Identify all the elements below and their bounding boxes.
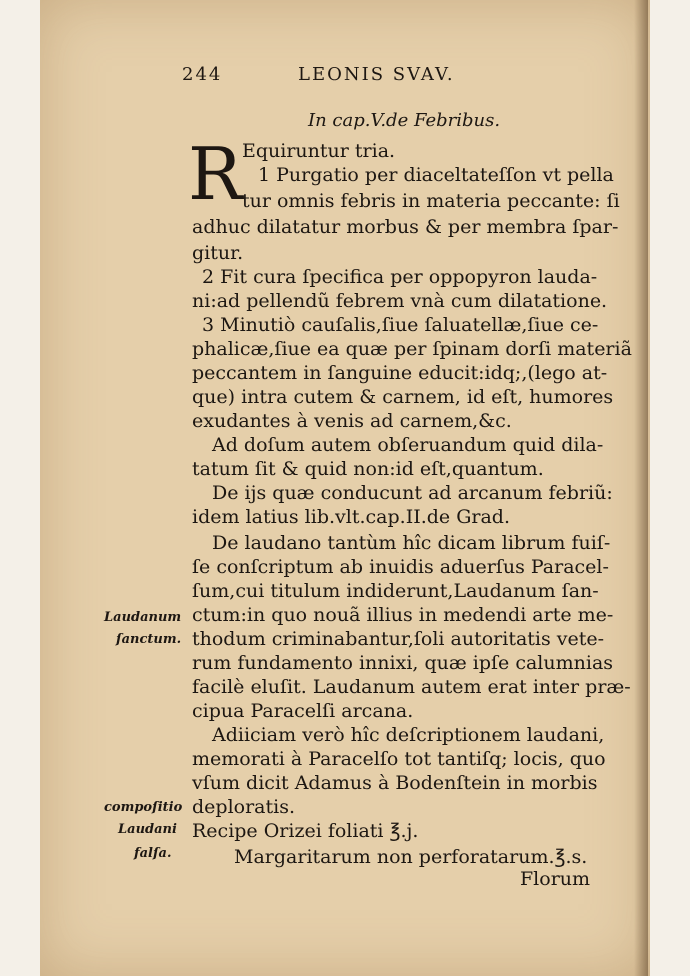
text-line-19: ſum,cui titulum indiderunt,Laudanum ſan- (192, 580, 599, 602)
text-line-4: adhuc dilatatur morbus & per membra ſpar- (192, 216, 619, 238)
text-line-18: ſe conſcriptum ab inuidis aduerſus Paracel- (192, 556, 609, 578)
text-line-6: 2 Fit cura ſpecifica per oppopyron lauda- (202, 266, 598, 288)
text-line-8: 3 Minutiò cauſalis,ſiue ſaluatellæ,ſiue ce- (202, 314, 599, 336)
page-gutter-shadow (634, 0, 648, 976)
drop-cap: R (188, 132, 243, 216)
recipe-line: Recipe Orizei foliati ℥.j. (192, 820, 419, 842)
text-line-10: peccantem in ſanguine educit:idq;,(lego at- (192, 362, 608, 384)
margin-note-falsa: falſa. (134, 846, 172, 861)
text-line-2: 1 Purgatio per diaceltateſſon vt pella (258, 164, 614, 186)
text-line-11: que) intra cutem & carnem, id eſt, humores (192, 386, 614, 408)
text-line-3: tur omnis febris in materia peccante: ſi (242, 190, 620, 212)
running-title: LEONIS SVAV. (298, 64, 455, 85)
text-line-23: facilè eluſit. Laudanum autem erat inter præ- (192, 676, 631, 698)
text-line-16: idem latius lib.vlt.cap.II.de Grad. (192, 506, 510, 528)
catchword: Florum (520, 868, 591, 890)
text-line-24: cipua Paracelſi arcana. (192, 700, 414, 722)
text-line-1: Equiruntur tria. (242, 140, 396, 162)
text-line-21: thodum criminabantur,ſoli autoritatis vete- (192, 628, 605, 650)
margin-note-laudani: Laudani (118, 822, 177, 837)
text-line-20: ctum:in quo nouã illius in medendi arte me- (192, 604, 614, 626)
text-line-5: gitur. (192, 242, 244, 264)
text-line-7: ni:ad pellendũ febrem vnà cum dilatatione. (192, 290, 608, 312)
margin-note-laudanum: Laudanum (104, 610, 182, 625)
text-line-15: De ijs quæ conducunt ad arcanum febriũ: (212, 482, 613, 504)
margin-note-sanctum: ſanctum. (116, 632, 182, 647)
margin-note-compositio: compoſitio (104, 800, 183, 815)
page-number: 244 (182, 64, 223, 85)
text-line-28: deploratis. (192, 796, 295, 818)
text-line-13: Ad doſum autem obſeruandum quid dila- (212, 434, 604, 456)
text-line-27: vſum dicit Adamus à Bodenſtein in morbis (192, 772, 598, 794)
text-line-17: De laudano tantùm hîc dicam librum fuiſ- (212, 532, 611, 554)
section-title: In cap.V.de Febribus. (308, 110, 501, 131)
text-line-22: rum fundamento innixi, quæ ipſe calumnias (192, 652, 614, 674)
text-line-26: memorati à Paracelſo tot tantiſq; locis, quo (192, 748, 606, 770)
text-line-14: tatum ſit & quid non:id eſt,quantum. (192, 458, 544, 480)
ingredient-line: Margaritarum non perforatarum.℥.s. (234, 846, 588, 868)
text-line-9: phalicæ,ſiue ea quæ per ſpinam dorſi materiã (192, 338, 632, 360)
text-line-25: Adiiciam verò hîc deſcriptionem laudani, (212, 724, 605, 746)
text-line-12: exudantes à venis ad carnem,&c. (192, 410, 512, 432)
